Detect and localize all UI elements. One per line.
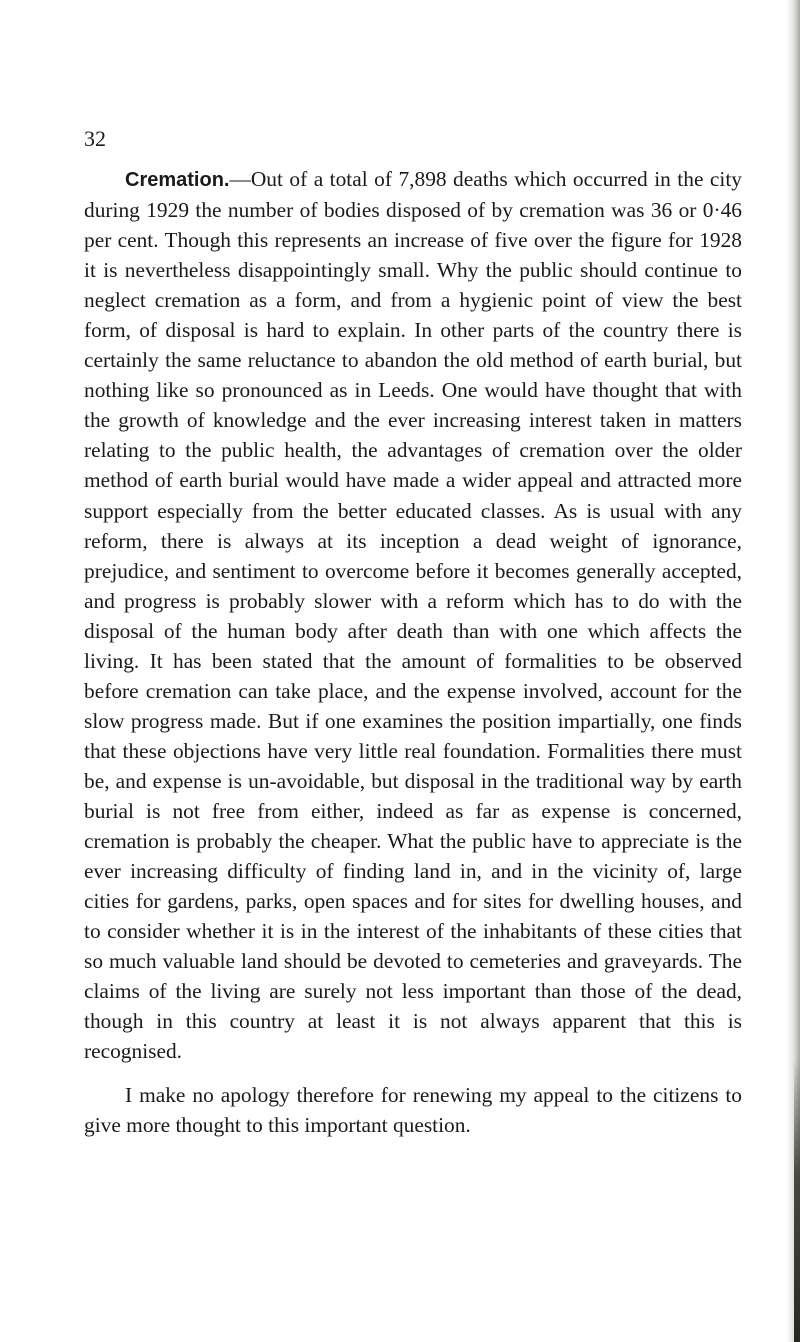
page-number: 32 xyxy=(84,126,106,151)
document-body xyxy=(84,164,742,1141)
paragraph-text: —Out of a total of 7,898 deaths which occurred in the city during 1929 the number of bodies disposed of by cremation was 36 or 0·46 per cent. Though this represents an increase of five over the figure for 1928 it is nevertheless disappointingly small. Why the public should continue to neglect cremation as a form, and from a hygienic point of view the best form, of disposal is hard to explain. In other parts of the country there is certainly the same reluctance to abandon the old method of earth burial, but nothing like so pronounced as in Leeds. One would have thought that with the growth of knowledge and the ever increasing interest taken in matters relating to the public health, the advantages of cremation over the older method of earth burial would have made a wider appeal and attracted more support especially from the better educated classes. As is usual with any reform, there is always at its inception a dead weight of ignorance, prejudice, and sentiment to overcome before it becomes generally accepted, and progress is probably slower with a reform which has to do with the disposal of the human body after death than with one which affects the living. It has been stated that the amount of formalities to be observed before cremation can take place, and the expense involved, account for the slow progress made. But if one examines the position impartially, one finds that these objections have very little real foundation. Formalities there must be, and expense is un-avoidable, but disposal in the traditional way by earth burial is not free from either, indeed as far as expense is concerned, cremation is probably the cheaper. What the public have to appreciate is the ever increasing difficulty of finding land in, and in the vicinity of, large cities for gardens, parks, open spaces and for sites for dwelling houses, and to consider whether it is in the interest of the inhabitants of these cities that so much valuable land should be devoted to cemeteries and graveyards. The claims of the living are surely not less important than those of the dead, though in this country at least it is not always apparent that this is recognised. xyxy=(84,167,742,1064)
section-heading: Cremation. xyxy=(125,169,230,191)
page-edge-dark xyxy=(794,1060,800,1342)
paragraph-appeal: I make no apology therefore for renewing my appeal to the citizens to give more thought to this important question. xyxy=(84,1083,742,1138)
paragraph-cremation xyxy=(84,164,742,1066)
